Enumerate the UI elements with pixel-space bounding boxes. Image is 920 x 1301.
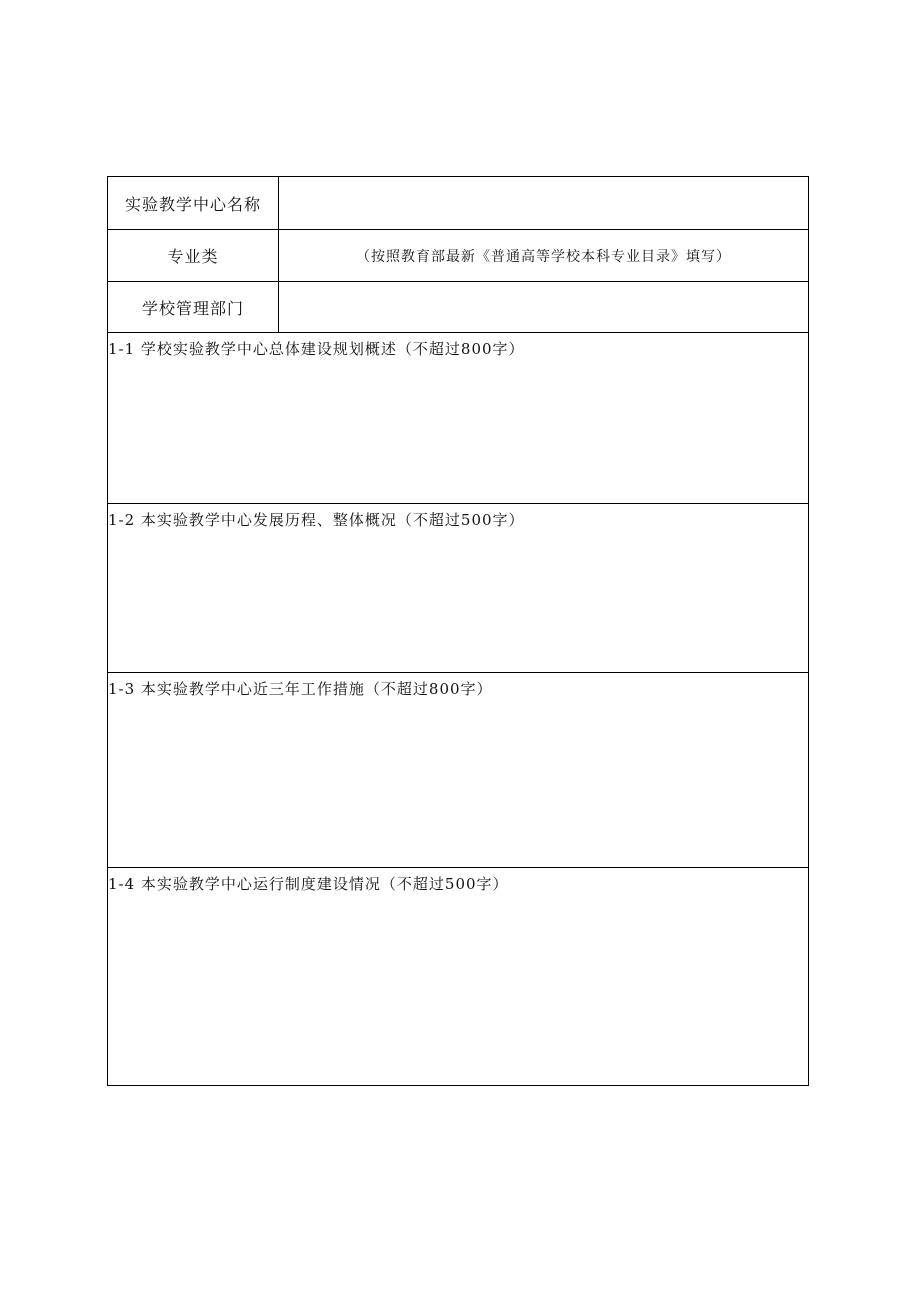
management-dept-label: 学校管理部门 (108, 282, 279, 332)
section-1-2-title: 1-2 本实验教学中心发展历程、整体概况（不超过500字） (108, 511, 525, 529)
section-1-1-title: 1-1 学校实验教学中心总体建设规划概述（不超过800字） (108, 340, 525, 358)
major-category-row (108, 230, 808, 282)
management-dept-field[interactable] (279, 282, 808, 332)
center-name-label: 实验教学中心名称 (108, 177, 279, 229)
major-category-field[interactable]: （按照教育部最新《普通高等学校本科专业目录》填写） (356, 248, 731, 265)
section-1-2 (108, 504, 808, 673)
section-1-3-title: 1-3 本实验教学中心近三年工作措施（不超过800字） (108, 680, 493, 698)
section-1-1-content-field[interactable] (112, 363, 804, 499)
section-1-3 (108, 673, 808, 868)
section-1-4 (108, 868, 808, 1085)
center-name-row (108, 177, 808, 230)
management-dept-row (108, 282, 808, 333)
center-name-field[interactable] (279, 177, 808, 229)
section-1-4-title: 1-4 本实验教学中心运行制度建设情况（不超过500字） (108, 875, 509, 893)
center-info-form (107, 176, 809, 1086)
section-1-1 (108, 333, 808, 504)
section-1-4-content-field[interactable] (112, 898, 804, 1081)
section-1-3-content-field[interactable] (112, 703, 804, 863)
major-category-label: 专业类 (108, 230, 279, 281)
section-1-2-content-field[interactable] (112, 534, 804, 668)
